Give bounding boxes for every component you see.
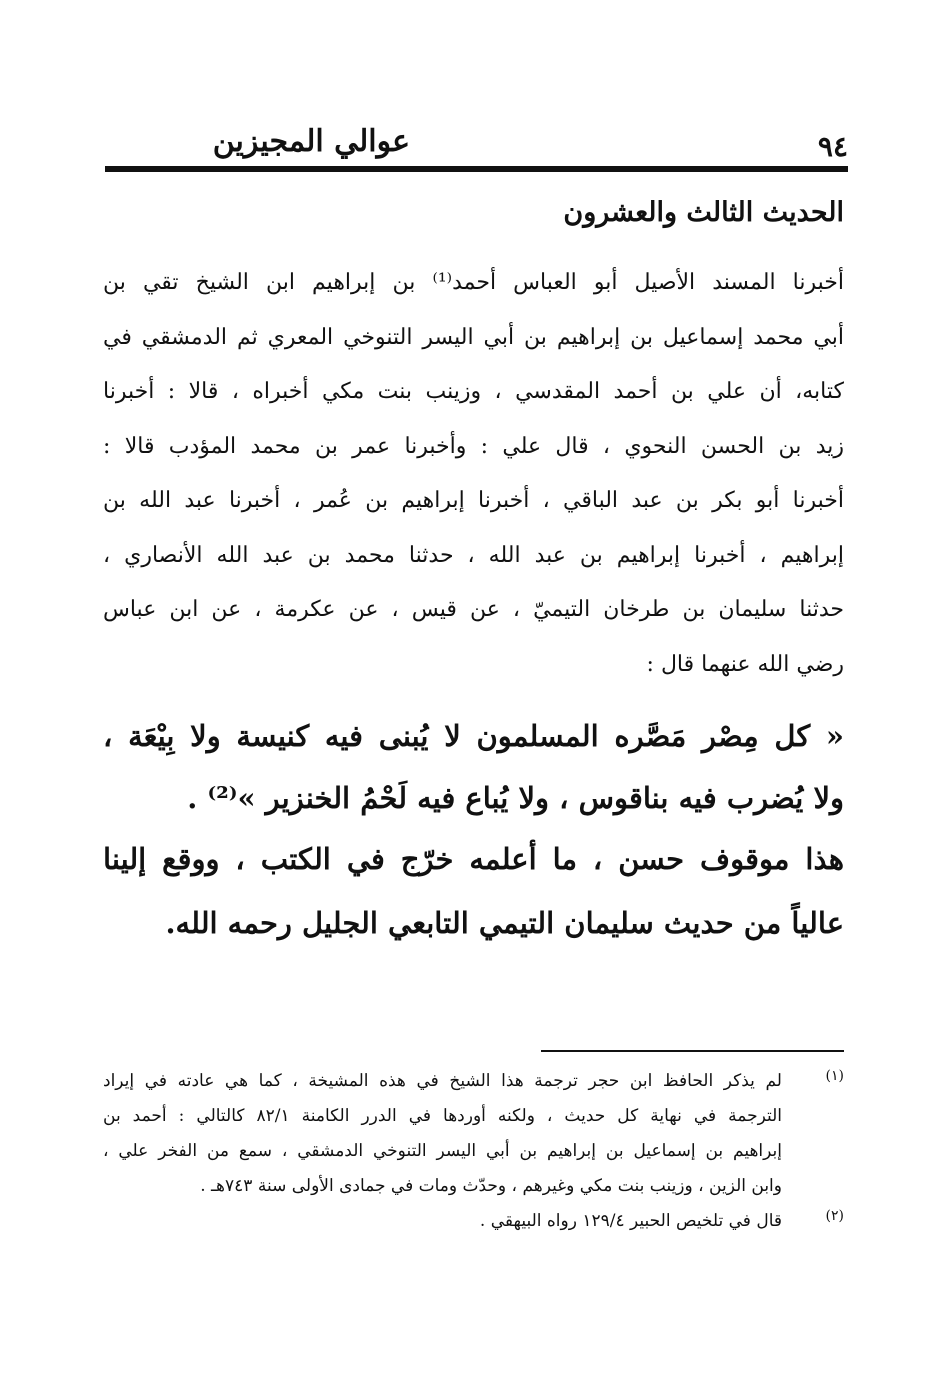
author-comment <box>103 828 844 956</box>
body-line: حدثنا سليمان بن طرخان التيميّ ، عن قيس ، عن عكرمة ، عن ابن عباس <box>103 597 844 622</box>
footnotes <box>103 1064 844 1239</box>
hadith-text <box>103 706 844 830</box>
running-title: عوالي المجيزين <box>212 124 410 159</box>
footnote-1 <box>103 1064 844 1204</box>
footnote-2 <box>103 1204 844 1239</box>
footnote-separator <box>541 1050 844 1052</box>
footnote-line: الترجمة في نهاية كل حديث ، ولكنه أوردها في الدرر الكامنة ٨٢/١ كالتالي : أحمد بن <box>103 1106 782 1126</box>
body-line: أخبرنا أبو بكر بن عبد الباقي ، أخبرنا إبراهيم بن عُمر ، أخبرنا عبد الله بن <box>103 488 844 513</box>
body-line: كتابه، أن علي بن أحمد المقدسي ، وزينب بنت مكي أخبراه ، قالا : أخبرنا <box>103 379 844 404</box>
footnote-line: وابن الزين ، وزينب بنت مكي وغيرهم ، وحدّث ومات في جمادى الأولى سنة ٧٤٣هـ . <box>200 1176 782 1196</box>
footnote-line: لم يذكر الحافظ ابن حجر ترجمة هذا الشيخ في هذه المشيخة ، كما هي عادته في إيراد <box>103 1071 782 1091</box>
header-rule <box>105 166 848 172</box>
footnote-line: قال في تلخيص الحبير ١٢٩/٤ رواه البيهقي . <box>479 1211 782 1231</box>
footnote-marker: (٢) <box>825 1208 844 1224</box>
comment-line: هذا موقوف حسن ، ما أعلمه خرّج في الكتب ، ووقع إلينا <box>103 842 844 876</box>
quote-line: « كل مِصْر مَصَّره المسلمون لا يُبنى فيه كنيسة ولا بِيْعَة ، <box>103 719 844 753</box>
running-header <box>105 118 848 166</box>
hadith-chain-paragraph <box>103 256 844 692</box>
footnote-line: إبراهيم بن إسماعيل بن إبراهيم بن أبي اليسر التنوخي الدمشقي ، سمع من الفخر علي ، <box>103 1141 782 1161</box>
body-line: رضي الله عنهما قال : <box>646 651 844 677</box>
comment-line: عالياً من حديث سليمان التيمي التابعي الجليل رحمه الله. <box>165 906 844 940</box>
quote-line: ولا يُضرب فيه بناقوس ، ولا يُباع فيه لَحْمُ الخنزير »⁽²⁾ . <box>187 781 844 815</box>
page-number: ٩٤ <box>817 130 848 163</box>
section-heading: الحديث الثالث والعشرون <box>563 197 844 228</box>
body-line: أبي محمد إسماعيل بن إبراهيم بن أبي اليسر التنوخي المعري ثم الدمشقي في <box>103 324 844 350</box>
body-line: أخبرنا المسند الأصيل أبو العباس أحمد⁽¹⁾ بن إبراهيم ابن الشيخ تقي بن <box>103 270 844 295</box>
body-line: زيد بن الحسن النحوي ، قال علي : وأخبرنا عمر بن محمد المؤدب قالا : <box>103 433 844 459</box>
body-line: إبراهيم ، أخبرنا إبراهيم بن عبد الله ، حدثنا محمد بن عبد الله الأنصاري ، <box>103 542 844 568</box>
footnote-marker: (١) <box>825 1068 844 1084</box>
